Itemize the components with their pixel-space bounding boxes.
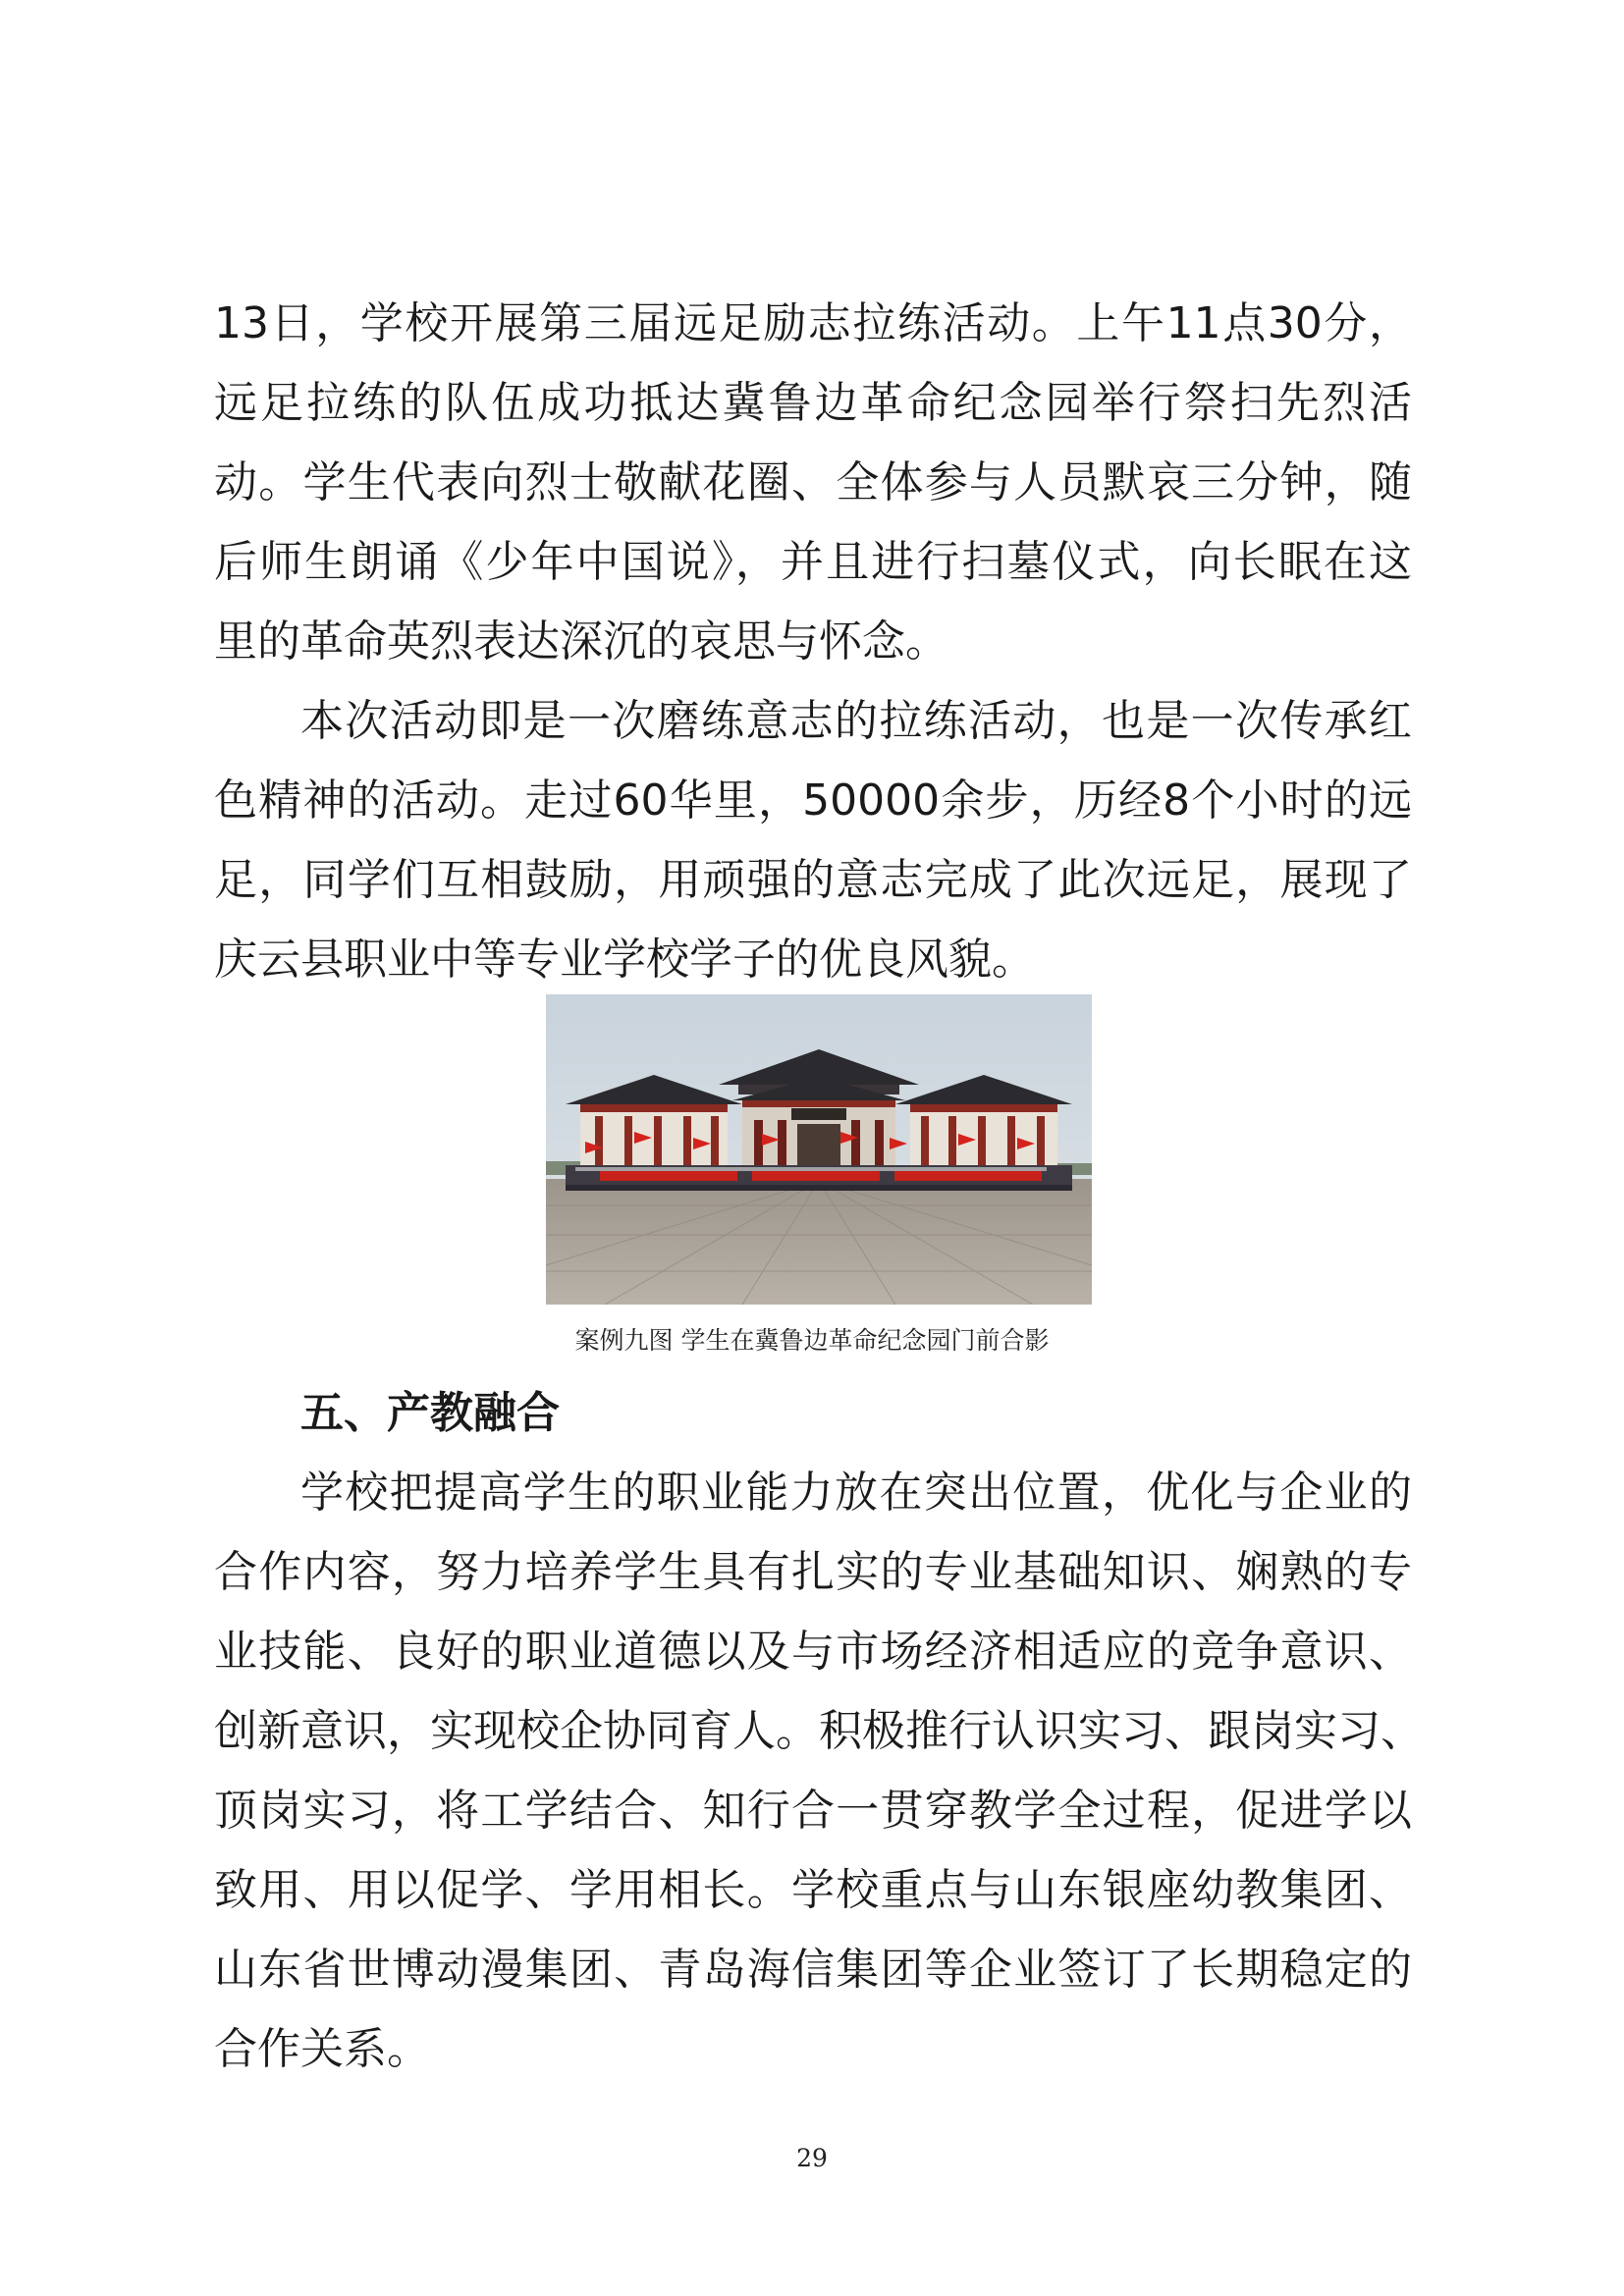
body-text-line: 远足拉练的队伍成功抵达冀鲁边革命纪念园举行祭扫先烈活 [214,378,1412,428]
body-text-line: 学校把提高学生的职业能力放在突出位置，优化与企业的 [300,1468,1412,1518]
body-text-line: 致用、用以促学、学用相长。学校重点与山东银座幼教集团、 [214,1865,1412,1915]
body-text-line: 合作内容，努力培养学生具有扎实的专业基础知识、娴熟的专 [214,1547,1412,1597]
memorial-group-photo [546,994,1092,1305]
body-text-line: 山东省世博动漫集团、青岛海信集团等企业签订了长期稳定的 [214,1945,1412,1995]
section-heading: 五、产教融合 [300,1388,560,1438]
body-text-line: 顶岗实习，将工学结合、知行合一贯穿教学全过程，促进学以 [214,1786,1412,1836]
body-text-line: 色精神的活动。走过60华里，50000余步，历经8个小时的远 [214,775,1412,826]
figure-caption: 案例九图 学生在冀鲁边革命纪念园门前合影 [574,1326,1050,1355]
body-text-line: 足，同学们互相鼓励，用顽强的意志完成了此次远足，展现了 [214,855,1412,905]
body-text-line: 13日，学校开展第三届远足励志拉练活动。上午11点30分， [214,298,1412,348]
body-text-line: 业技能、良好的职业道德以及与市场经济相适应的竞争意识、 [214,1627,1412,1677]
body-text-line: 动。学生代表向烈士敬献花圈、全体参与人员默哀三分钟，随 [214,457,1412,507]
body-text-line: 庆云县职业中等专业学校学子的优良风貌。 [214,934,1035,985]
body-text-line: 后师生朗诵《少年中国说》，并且进行扫墓仪式，向长眠在这 [214,537,1412,587]
page-number: 29 [796,2144,828,2172]
body-text-line: 创新意识，实现校企协同育人。积极推行认识实习、跟岗实习、 [214,1706,1424,1756]
body-text-line: 合作关系。 [214,2024,430,2074]
body-text-line: 本次活动即是一次磨练意志的拉练活动，也是一次传承红 [300,696,1412,746]
body-text-line: 里的革命英烈表达深沉的哀思与怀念。 [214,616,948,667]
